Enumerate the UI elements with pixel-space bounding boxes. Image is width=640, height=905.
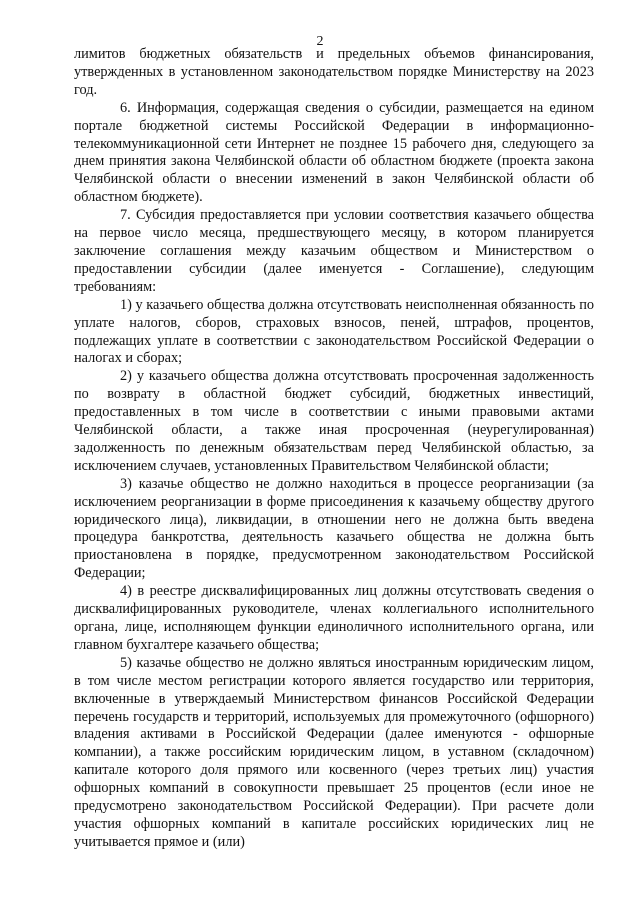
requirement-4: 4) в реестре дисквалифицированных лиц должны отсутствовать сведения о дисквалифицированных руководителе, членах коллегиального исполнительного органа, лице, исполняющем функции единоличного исполнительного органа, или главном бухгалтере казачьего общества; (74, 583, 594, 653)
requirement-3: 3) казачье общество не должно находиться в процессе реорганизации (за исключением реорганизации в форме присоединения к казачьему обществу другого юридического лица), ликвидации, в отношении него не должна быть введена процедура банкротства, деятельность казачьего общества не должна быть приостановлена в порядке, предусмотренном законодательством Российской Федерации; (74, 475, 594, 582)
paragraph-item-7: 7. Субсидия предоставляется при условии соответствия казачьего общества на первое число месяца, предшествующего месяцу, в котором планируется заключение соглашения между казачьим обществом и Министерством о предоставлении субсидии (далее именуется - Соглашение), следующим требованиям: (74, 207, 594, 295)
requirement-5: 5) казачье общество не должно являться иностранным юридическим лицом, в том числе местом регистрации которого является государство или территория, включенные в утверждаемый Министерством финансов Российской Федерации перечень государств и территорий, используемых для промежуточного (офшорного) владения активами в Российской Федерации (далее именуются - офшорные компании), а также российским юридическим лицом, в уставном (складочном) капитале которого доля прямого или косвенного (через третьих лиц) участия офшорных компаний в совокупности превышает 25 процентов (если иное не предусмотрено законодательством Российской Федерации). При расчете доли участия офшорных компаний в капитале российских юридических лиц не учитывается прямое и (или) (74, 654, 594, 850)
requirement-1: 1) у казачьего общества должна отсутствовать неисполненная обязанность по уплате налогов, сборов, страховых взносов, пеней, штрафов, процентов, подлежащих уплате в соответствии с законодательством Российской Федерации о налогах и сборах; (74, 296, 594, 367)
paragraph-item-6: 6. Информация, содержащая сведения о субсидии, размещается на едином портале бюджетной системы Российской Федерации в информационно-телекоммуникационной сети Интернет не позднее 15 рабочего дня, следующего за днем принятия закона Челябинской области об областном бюджете (проекта закона Челябинской области о внесении изменений в закон Челябинской области об областном бюджете). (74, 99, 594, 206)
page-number: 2 (316, 34, 324, 49)
requirement-2: 2) у казачьего общества должна отсутствовать просроченная задолженность по возврату в областной бюджет субсидий, бюджетных инвестиций, предоставленных в том числе в соответствии с иными правовыми актами Челябинской области, а также иная просроченная (неурегулированная) задолженность по денежным обязательствам перед Челябинской областью, за исключением случаев, установленных Правительством Челябинской области; (74, 368, 594, 474)
paragraph-continuation: лимитов бюджетных обязательств и предельных объемов финансирования, утвержденных в установленном законодательством порядке Министерству на 2023 год. (74, 46, 594, 98)
document-body (74, 46, 594, 852)
